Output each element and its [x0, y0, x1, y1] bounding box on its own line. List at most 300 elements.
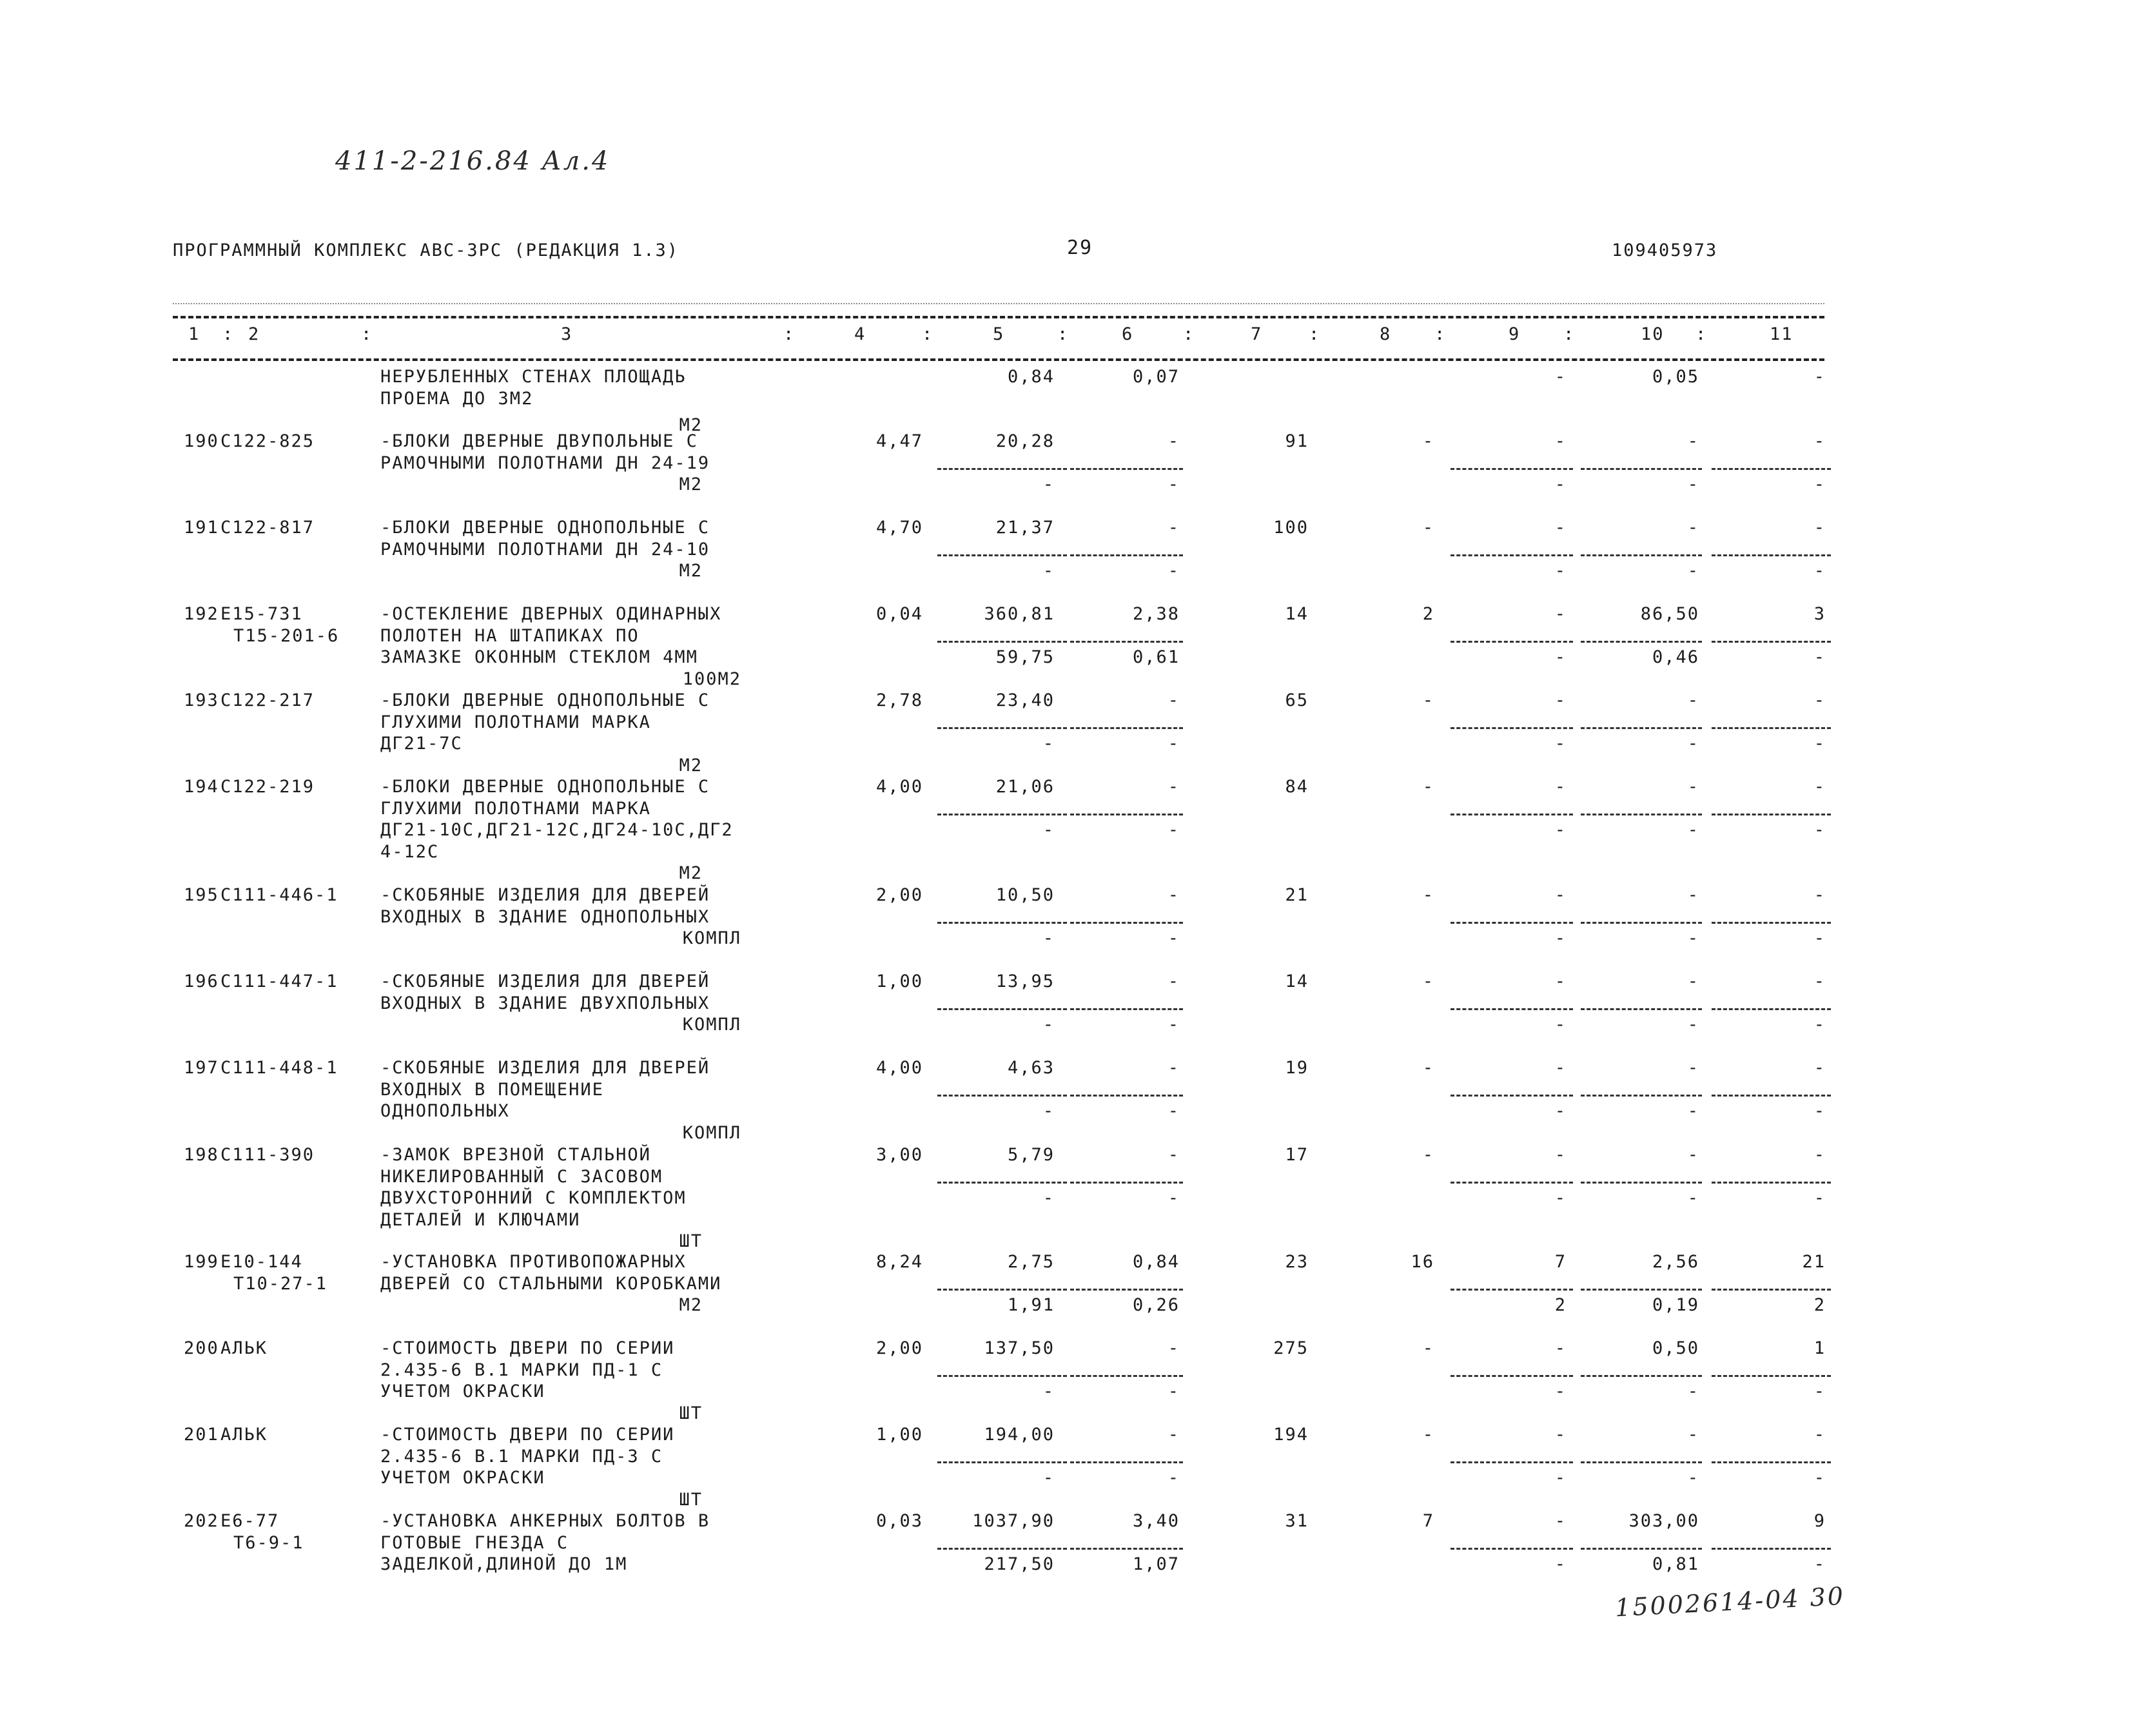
cell-c7: 21: [1285, 885, 1309, 905]
subtotal-divider: [1451, 922, 1573, 924]
cell-c9-lower: -: [1554, 1554, 1567, 1574]
subtotal-divider: [1581, 1548, 1702, 1550]
subtotal-divider: [1581, 727, 1702, 729]
subtotal-divider: [1451, 468, 1573, 470]
row-description-line: -СКОБЯНЫЕ ИЗДЕЛИЯ ДЛЯ ДВЕРЕЙ: [380, 885, 710, 905]
column-separator: :: [361, 324, 373, 344]
cell-c4: 1,00: [875, 971, 923, 991]
row-unit: М2: [679, 561, 703, 581]
cell-c9: -: [1554, 431, 1567, 451]
row-number: 199: [184, 1252, 219, 1272]
cell-c5: 194,00: [984, 1425, 1055, 1445]
cell-c8: -: [1422, 1058, 1434, 1078]
cell-c6-lower: -: [1168, 474, 1180, 494]
cell-c6: -: [1168, 777, 1180, 797]
cell-c11: 9: [1813, 1511, 1826, 1531]
cell-c7: 65: [1285, 690, 1309, 710]
row-code-secondary: Т10-27-1: [233, 1273, 328, 1294]
column-separator: :: [783, 324, 796, 344]
row-description-line: -УСТАНОВКА АНКЕРНЫХ БОЛТОВ В: [380, 1511, 710, 1531]
cell-c11-lower: 2: [1813, 1295, 1826, 1315]
cell-c9: -: [1554, 777, 1567, 797]
column-header: 10: [1641, 324, 1665, 344]
row-description-line: ДВУХСТОРОННИЙ С КОМПЛЕКТОМ: [380, 1188, 687, 1208]
cell-c5: 20,28: [995, 431, 1055, 451]
header-dotted-rule: [173, 303, 1824, 304]
cell-c9-lower: -: [1554, 1468, 1567, 1488]
cell-c6-lower: 1,07: [1132, 1554, 1180, 1574]
cell-c6: -: [1168, 431, 1180, 451]
subtotal-divider: [1712, 554, 1831, 556]
row-description-line: УЧЕТОМ ОКРАСКИ: [380, 1468, 545, 1488]
cell-c11: 21: [1802, 1252, 1826, 1272]
column-separator: :: [1309, 324, 1321, 344]
row-description-line: -СКОБЯНЫЕ ИЗДЕЛИЯ ДЛЯ ДВЕРЕЙ: [380, 1058, 710, 1078]
cell-c9-lower: -: [1554, 928, 1567, 948]
subtotal-divider: [1581, 1095, 1702, 1097]
cell-c10-lower: 0,19: [1652, 1295, 1699, 1315]
column-header: 9: [1509, 324, 1521, 344]
subtotal-divider: [1070, 554, 1183, 556]
cell-c4: 2,78: [875, 690, 923, 710]
row-code: С122-817: [220, 518, 315, 538]
subtotal-divider: [1581, 1008, 1702, 1010]
document-code: 109405973: [1612, 240, 1718, 260]
cell-c11-lower: -: [1813, 1468, 1826, 1488]
cell-c5-lower: -: [1042, 561, 1055, 581]
row-number: 194: [184, 777, 219, 797]
cell-c8: -: [1422, 431, 1434, 451]
header-top-rule: [173, 316, 1824, 318]
subtotal-divider: [1712, 1008, 1831, 1010]
subtotal-divider: [1070, 641, 1183, 643]
row-unit: ШТ: [679, 1231, 703, 1251]
cell-c5-lower: -: [1042, 474, 1055, 494]
cell-c10-lower: -: [1687, 1101, 1699, 1121]
subtotal-divider: [1070, 1095, 1183, 1097]
cell-c9-lower: -: [1554, 1188, 1567, 1208]
cell-c10: 0,05: [1652, 367, 1699, 387]
subtotal-divider: [1581, 1289, 1702, 1291]
cell-c4: 1,00: [875, 1425, 923, 1445]
row-unit: М2: [679, 474, 703, 494]
row-unit: ШТ: [679, 1403, 703, 1423]
cell-c6-lower: 0,61: [1132, 647, 1180, 667]
row-description-line: ЗАДЕЛКОЙ,ДЛИНОЙ ДО 1М: [380, 1554, 628, 1574]
cell-c11: -: [1813, 518, 1826, 538]
row-description-line: 2.435-6 В.1 МАРКИ ПД-3 С: [380, 1446, 663, 1467]
row-description-line: -БЛОКИ ДВЕРНЫЕ ДВУПОЛЬНЫЕ С: [380, 431, 698, 451]
subtotal-divider: [1712, 1182, 1831, 1184]
cell-c11: -: [1813, 690, 1826, 710]
row-description-line: 2.435-6 В.1 МАРКИ ПД-1 С: [380, 1360, 663, 1380]
subtotal-divider: [937, 727, 1067, 729]
cell-c9: -: [1554, 971, 1567, 991]
subtotal-divider: [1581, 1182, 1702, 1184]
subtotal-divider: [937, 554, 1067, 556]
cell-c8: -: [1422, 1145, 1434, 1165]
cell-c5-lower: -: [1042, 734, 1055, 754]
cell-c11: -: [1813, 885, 1826, 905]
header-bottom-rule: [173, 358, 1824, 361]
cell-c10: 2,56: [1652, 1252, 1699, 1272]
subtotal-divider: [1070, 468, 1183, 470]
cell-c8: 7: [1422, 1511, 1434, 1531]
subtotal-divider: [1070, 1461, 1183, 1463]
cell-c10: 303,00: [1628, 1511, 1699, 1531]
row-number: 202: [184, 1511, 219, 1531]
cell-c4: 3,00: [875, 1145, 923, 1165]
row-code: АЛЬК: [220, 1338, 268, 1358]
cell-c6: -: [1168, 1058, 1180, 1078]
cell-c6: -: [1168, 971, 1180, 991]
cell-c10-lower: -: [1687, 820, 1699, 840]
cell-c5-lower: -: [1042, 1188, 1055, 1208]
row-number: 200: [184, 1338, 219, 1358]
cell-c5-lower: -: [1042, 928, 1055, 948]
subtotal-divider: [1581, 641, 1702, 643]
subtotal-divider: [1451, 1008, 1573, 1010]
cell-c5: 1037,90: [972, 1511, 1055, 1531]
cell-c6: -: [1168, 1338, 1180, 1358]
row-code: С111-446-1: [220, 885, 338, 905]
subtotal-divider: [1070, 1008, 1183, 1010]
cell-c6-lower: -: [1168, 1468, 1180, 1488]
row-description-line: ДЕТАЛЕЙ И КЛЮЧАМИ: [380, 1209, 581, 1230]
cell-c7: 19: [1285, 1058, 1309, 1078]
cell-c9-lower: -: [1554, 561, 1567, 581]
cell-c7: 23: [1285, 1252, 1309, 1272]
cell-c10: -: [1687, 1425, 1699, 1445]
row-description-line: НИКЕЛИРОВАННЫЙ С ЗАСОВОМ: [380, 1166, 663, 1187]
cell-c11-lower: -: [1813, 1188, 1826, 1208]
cell-c9-lower: -: [1554, 1381, 1567, 1401]
cell-c9-lower: -: [1554, 1101, 1567, 1121]
cell-c11: -: [1813, 971, 1826, 991]
cell-c8: -: [1422, 1425, 1434, 1445]
cell-c10-lower: 0,46: [1652, 647, 1699, 667]
cell-c9: -: [1554, 885, 1567, 905]
column-header: 7: [1251, 324, 1263, 344]
subtotal-divider: [1070, 727, 1183, 729]
cell-c10: -: [1687, 885, 1699, 905]
row-description-line: -ОСТЕКЛЕНИЕ ДВЕРНЫХ ОДИНАРНЫХ: [380, 604, 722, 624]
cell-c11-lower: -: [1813, 928, 1826, 948]
cell-c5-lower: -: [1042, 1381, 1055, 1401]
cell-c6-lower: 0,26: [1132, 1295, 1180, 1315]
cell-c9-lower: -: [1554, 734, 1567, 754]
cell-c7: 14: [1285, 604, 1309, 624]
column-separator: :: [1695, 324, 1708, 344]
subtotal-divider: [1451, 814, 1573, 815]
cell-c9: -: [1554, 1058, 1567, 1078]
cell-c6: 0,84: [1132, 1252, 1180, 1272]
cell-c5-lower: -: [1042, 1015, 1055, 1035]
cell-c4: 4,70: [875, 518, 923, 538]
cell-c10: -: [1687, 1145, 1699, 1165]
column-header: 4: [854, 324, 866, 344]
cell-c9: -: [1554, 1338, 1567, 1358]
cell-c7: 194: [1273, 1425, 1309, 1445]
cell-c10-lower: -: [1687, 474, 1699, 494]
cell-c9-lower: -: [1554, 474, 1567, 494]
cell-c6-lower: -: [1168, 561, 1180, 581]
handwritten-doc-ref: 411-2-216.84 Ал.4: [335, 146, 611, 176]
cell-c6: -: [1168, 518, 1180, 538]
subtotal-divider: [1451, 641, 1573, 643]
row-description-line: ПОЛОТЕН НА ШТАПИКАХ ПО: [380, 625, 640, 646]
cell-c10: -: [1687, 971, 1699, 991]
cell-c6-lower: -: [1168, 1381, 1180, 1401]
cell-c5: 10,50: [995, 885, 1055, 905]
cell-c5: 23,40: [995, 690, 1055, 710]
row-description-line: ВХОДНЫХ В ЗДАНИЕ ДВУХПОЛЬНЫХ: [380, 993, 710, 1013]
cell-c9-lower: -: [1554, 1015, 1567, 1035]
row-unit: М2: [679, 1295, 703, 1315]
cell-c5: 137,50: [984, 1338, 1055, 1358]
cell-c10-lower: -: [1687, 1015, 1699, 1035]
subtotal-divider: [1712, 1095, 1831, 1097]
column-header: 8: [1380, 324, 1392, 344]
cell-c11-lower: -: [1813, 734, 1826, 754]
row-code: С111-390: [220, 1145, 315, 1165]
row-description-line: -БЛОКИ ДВЕРНЫЕ ОДНОПОЛЬНЫЕ С: [380, 777, 710, 797]
cell-c6-lower: -: [1168, 928, 1180, 948]
cell-c10-lower: -: [1687, 734, 1699, 754]
cell-c7: 100: [1273, 518, 1309, 538]
cell-c8: 2: [1422, 604, 1434, 624]
cell-c4: 0,03: [875, 1511, 923, 1531]
cell-c9: -: [1554, 518, 1567, 538]
subtotal-divider: [937, 1375, 1067, 1377]
subtotal-divider: [1070, 814, 1183, 815]
cell-c5-lower: 1,91: [1007, 1295, 1055, 1315]
row-description-line: 4-12С: [380, 841, 440, 862]
column-separator: :: [222, 324, 235, 344]
subtotal-divider: [1451, 1182, 1573, 1184]
cell-c10: -: [1687, 431, 1699, 451]
row-description-line: ВХОДНЫХ В ЗДАНИЕ ОДНОПОЛЬНЫХ: [380, 906, 710, 927]
cell-c8: -: [1422, 518, 1434, 538]
cell-c10: -: [1687, 518, 1699, 538]
cell-c10-lower: -: [1687, 1468, 1699, 1488]
cell-c5: 360,81: [984, 604, 1055, 624]
cell-c11-lower: -: [1813, 474, 1826, 494]
row-description-line: ДГ21-10С,ДГ21-12С,ДГ24-10С,ДГ2: [380, 820, 734, 840]
cell-c8: -: [1422, 1338, 1434, 1358]
subtotal-divider: [1712, 641, 1831, 643]
row-number: 201: [184, 1425, 219, 1445]
row-description-line: РАМОЧНЫМИ ПОЛОТНАМИ ДН 24-10: [380, 539, 710, 560]
column-header: 5: [993, 324, 1005, 344]
subtotal-divider: [1712, 1548, 1831, 1550]
cell-c9: -: [1554, 367, 1567, 387]
row-number: 190: [184, 431, 219, 451]
cell-c9: -: [1554, 604, 1567, 624]
row-description-line: -ЗАМОК ВРЕЗНОЙ СТАЛЬНОЙ: [380, 1145, 651, 1165]
row-unit: 100М2: [682, 668, 741, 689]
row-code: АЛЬК: [220, 1425, 268, 1445]
row-code: С122-217: [220, 690, 315, 710]
row-code: С111-447-1: [220, 971, 338, 991]
cell-c9: -: [1554, 1511, 1567, 1531]
cell-c10: 86,50: [1640, 604, 1699, 624]
subtotal-divider: [1451, 1289, 1573, 1291]
cell-c10: -: [1687, 690, 1699, 710]
cell-c6-lower: -: [1168, 820, 1180, 840]
cell-c9: 7: [1554, 1252, 1567, 1272]
cell-c6: -: [1168, 885, 1180, 905]
subtotal-divider: [1712, 727, 1831, 729]
subtotal-divider: [937, 468, 1067, 470]
cell-c10-lower: -: [1687, 1381, 1699, 1401]
row-number: 193: [184, 690, 219, 710]
cell-c10-lower: -: [1687, 928, 1699, 948]
row-number: 197: [184, 1058, 219, 1078]
subtotal-divider: [1451, 1095, 1573, 1097]
subtotal-divider: [1712, 468, 1831, 470]
subtotal-divider: [1451, 727, 1573, 729]
row-unit: ШТ: [679, 1489, 703, 1510]
cell-c5-lower: 217,50: [984, 1554, 1055, 1574]
cell-c8: 16: [1411, 1252, 1434, 1272]
cell-c9: -: [1554, 1145, 1567, 1165]
cell-c6-lower: -: [1168, 734, 1180, 754]
row-unit: КОМПЛ: [682, 1015, 741, 1035]
cell-c7: 14: [1285, 971, 1309, 991]
cell-c4: 4,00: [875, 777, 923, 797]
cell-c11-lower: -: [1813, 820, 1826, 840]
subtotal-divider: [1581, 1461, 1702, 1463]
cell-c8: -: [1422, 971, 1434, 991]
cell-c10: -: [1687, 777, 1699, 797]
cell-c10-lower: -: [1687, 561, 1699, 581]
subtotal-divider: [1712, 1289, 1831, 1291]
cell-c5: 0,84: [1007, 367, 1055, 387]
row-unit: М2: [679, 755, 703, 775]
subtotal-divider: [1581, 814, 1702, 815]
row-description-line: НЕРУБЛЕННЫХ СТЕНАХ ПЛОЩАДЬ: [380, 367, 687, 387]
row-code: Е15-731: [220, 604, 303, 624]
subtotal-divider: [1712, 1375, 1831, 1377]
page-number: 29: [1067, 237, 1093, 259]
subtotal-divider: [1712, 922, 1831, 924]
row-code: С122-825: [220, 431, 315, 451]
row-description-line: -УСТАНОВКА ПРОТИВОПОЖАРНЫХ: [380, 1252, 687, 1272]
cell-c9-lower: 2: [1554, 1295, 1567, 1315]
row-unit: КОМПЛ: [682, 928, 741, 948]
column-header: 6: [1122, 324, 1134, 344]
row-unit: М2: [679, 863, 703, 883]
subtotal-divider: [937, 1548, 1067, 1550]
row-description-line: ГОТОВЫЕ ГНЕЗДА С: [380, 1532, 569, 1553]
cell-c11: -: [1813, 367, 1826, 387]
cell-c11: 1: [1813, 1338, 1826, 1358]
subtotal-divider: [1581, 1375, 1702, 1377]
column-separator: :: [1183, 324, 1195, 344]
cell-c11: 3: [1813, 604, 1826, 624]
cell-c5: 4,63: [1007, 1058, 1055, 1078]
row-unit: КОМПЛ: [682, 1122, 741, 1143]
row-code-secondary: Т6-9-1: [233, 1532, 304, 1553]
row-description-line: УЧЕТОМ ОКРАСКИ: [380, 1381, 545, 1401]
handwritten-sheet-number: 15002614-04 30: [1614, 1581, 1846, 1623]
subtotal-divider: [937, 1461, 1067, 1463]
cell-c5: 5,79: [1007, 1145, 1055, 1165]
subtotal-divider: [1070, 1548, 1183, 1550]
cell-c9-lower: -: [1554, 820, 1567, 840]
cell-c9: -: [1554, 690, 1567, 710]
row-description-line: ВХОДНЫХ В ПОМЕЩЕНИЕ: [380, 1079, 604, 1100]
cell-c4: 2,00: [875, 885, 923, 905]
cell-c11-lower: -: [1813, 1554, 1826, 1574]
cell-c11-lower: -: [1813, 647, 1826, 667]
cell-c4: 8,24: [875, 1252, 923, 1272]
subtotal-divider: [1581, 554, 1702, 556]
column-separator: :: [1434, 324, 1447, 344]
row-description-line: -СТОИМОСТЬ ДВЕРИ ПО СЕРИИ: [380, 1425, 675, 1445]
subtotal-divider: [1070, 922, 1183, 924]
subtotal-divider: [1451, 1461, 1573, 1463]
cell-c8: -: [1422, 885, 1434, 905]
row-number: 192: [184, 604, 219, 624]
cell-c6: -: [1168, 1145, 1180, 1165]
cell-c7: 275: [1273, 1338, 1309, 1358]
cell-c6-lower: -: [1168, 1101, 1180, 1121]
cell-c9-lower: -: [1554, 647, 1567, 667]
cell-c5-lower: -: [1042, 820, 1055, 840]
cell-c9: -: [1554, 1425, 1567, 1445]
cell-c4: 2,00: [875, 1338, 923, 1358]
cell-c5: 21,37: [995, 518, 1055, 538]
subtotal-divider: [937, 1008, 1067, 1010]
cell-c5: 13,95: [995, 971, 1055, 991]
cell-c10: -: [1687, 1058, 1699, 1078]
cell-c6: -: [1168, 1425, 1180, 1445]
column-separator: :: [1563, 324, 1576, 344]
subtotal-divider: [937, 1182, 1067, 1184]
row-description-line: -БЛОКИ ДВЕРНЫЕ ОДНОПОЛЬНЫЕ С: [380, 518, 710, 538]
row-number: 195: [184, 885, 219, 905]
row-description-line: ДГ21-7С: [380, 734, 463, 754]
cell-c4: 0,04: [875, 604, 923, 624]
cell-c6: -: [1168, 690, 1180, 710]
subtotal-divider: [1451, 554, 1573, 556]
column-header: 3: [561, 324, 573, 344]
row-unit: М2: [679, 415, 703, 435]
row-number: 198: [184, 1145, 219, 1165]
row-description-line: РАМОЧНЫМИ ПОЛОТНАМИ ДН 24-19: [380, 453, 710, 473]
subtotal-divider: [937, 1289, 1067, 1291]
row-description-line: ПРОЕМА ДО 3М2: [380, 388, 534, 409]
row-description-line: ГЛУХИМИ ПОЛОТНАМИ МАРКА: [380, 798, 651, 819]
subtotal-divider: [937, 922, 1067, 924]
subtotal-divider: [1581, 468, 1702, 470]
row-description-line: ОДНОПОЛЬНЫХ: [380, 1101, 510, 1121]
subtotal-divider: [1070, 1289, 1183, 1291]
cell-c11: -: [1813, 1145, 1826, 1165]
column-header: 1: [188, 324, 200, 344]
cell-c11: -: [1813, 777, 1826, 797]
subtotal-divider: [937, 814, 1067, 815]
cell-c4: 4,00: [875, 1058, 923, 1078]
row-description-line: ДВЕРЕЙ СО СТАЛЬНЫМИ КОРОБКАМИ: [380, 1273, 722, 1294]
cell-c5-lower: 59,75: [995, 647, 1055, 667]
row-code: С122-219: [220, 777, 315, 797]
subtotal-divider: [1581, 922, 1702, 924]
cell-c7: 84: [1285, 777, 1309, 797]
cell-c11-lower: -: [1813, 1381, 1826, 1401]
